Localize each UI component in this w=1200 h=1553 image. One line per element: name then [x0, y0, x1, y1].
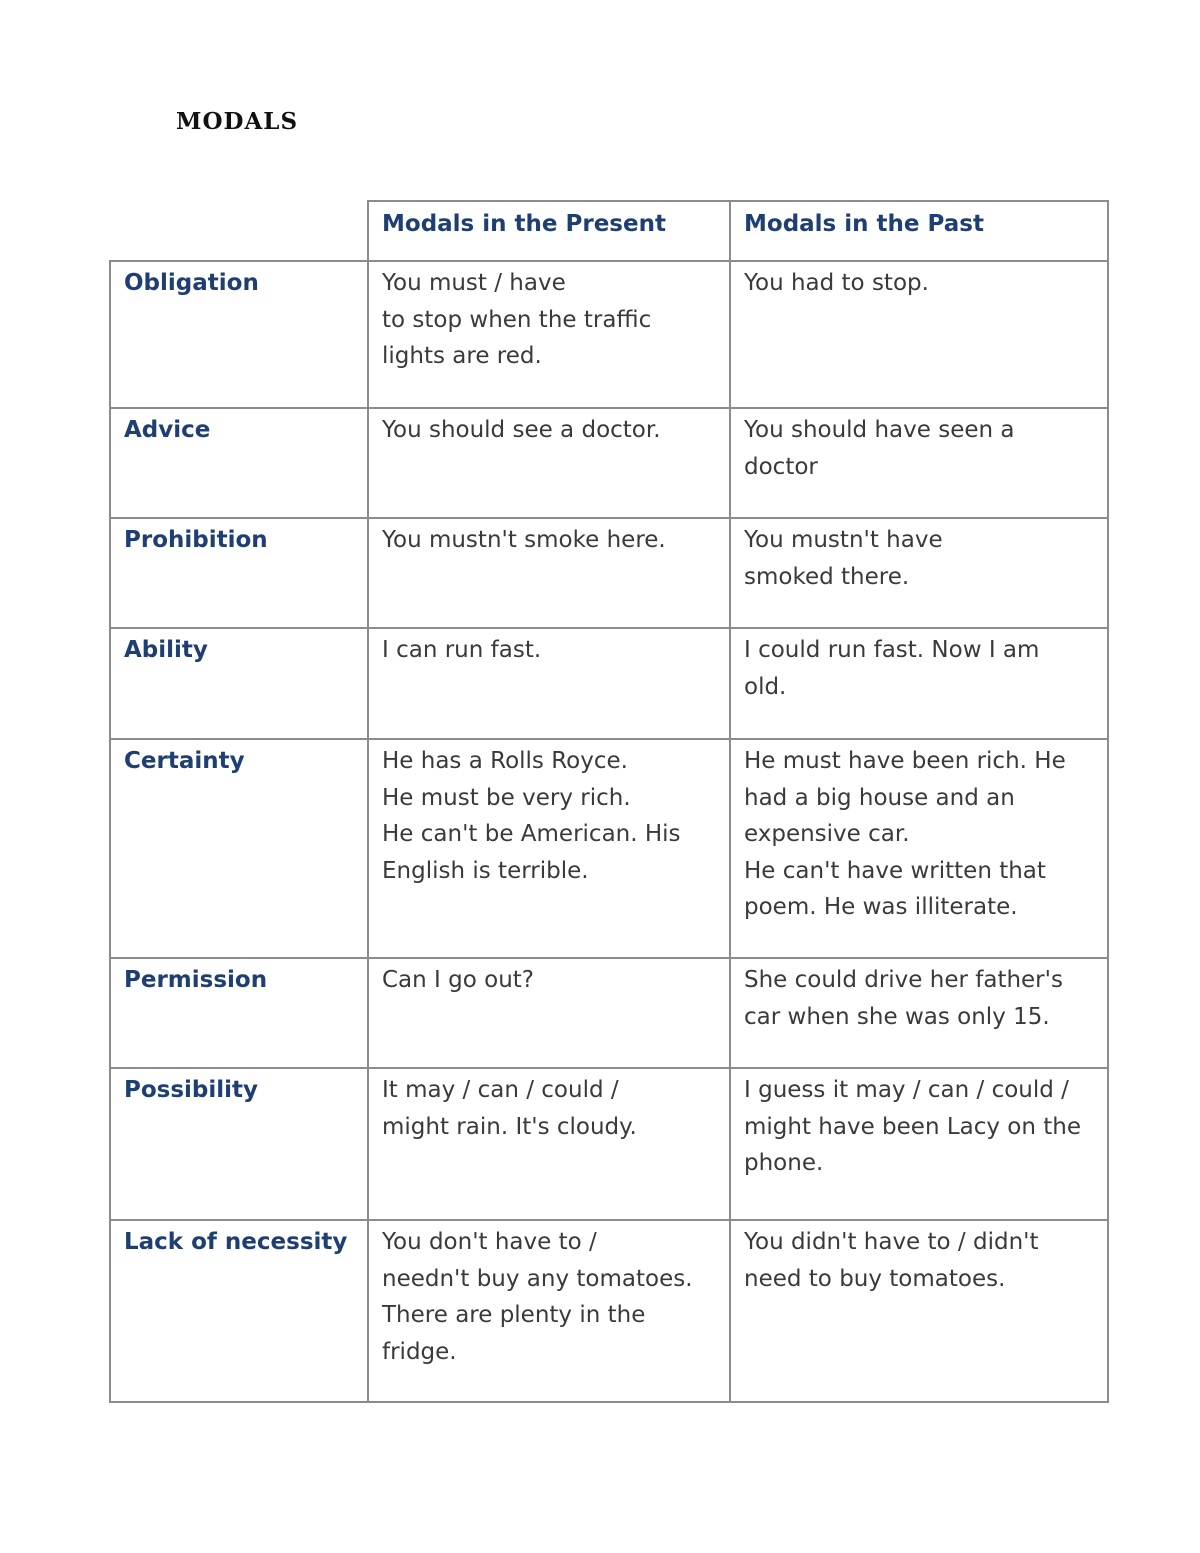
- present-example: I can run fast.: [368, 628, 730, 739]
- present-example: You should see a doctor.: [368, 408, 730, 518]
- table-row: [110, 1068, 1108, 1220]
- row-label: Ability: [110, 628, 368, 739]
- row-label: Lack of necessity: [110, 1220, 368, 1402]
- row-label: Certainty: [110, 739, 368, 958]
- row-label: Permission: [110, 958, 368, 1068]
- table-row: [110, 408, 1108, 518]
- table-row: [110, 958, 1108, 1068]
- past-example: I could run fast. Now I am old.: [730, 628, 1108, 739]
- table-row: [110, 1220, 1108, 1402]
- header-corner-cell: [110, 201, 368, 261]
- past-example: She could drive her father's car when she was only 15.: [730, 958, 1108, 1068]
- row-label: Advice: [110, 408, 368, 518]
- header-row: [110, 201, 1108, 261]
- present-example: You must / have to stop when the traffic lights are red.: [368, 261, 730, 408]
- present-example: You mustn't smoke here.: [368, 518, 730, 628]
- past-example: You should have seen a doctor: [730, 408, 1108, 518]
- table-row: [110, 518, 1108, 628]
- present-example: It may / can / could / might rain. It's cloudy.: [368, 1068, 730, 1220]
- past-example: You had to stop.: [730, 261, 1108, 408]
- modals-table: [109, 200, 1109, 1403]
- present-example: Can I go out?: [368, 958, 730, 1068]
- table-row: [110, 739, 1108, 958]
- header-present: Modals in the Present: [368, 201, 730, 261]
- row-label: Obligation: [110, 261, 368, 408]
- row-label: Prohibition: [110, 518, 368, 628]
- past-example: You didn't have to / didn't need to buy tomatoes.: [730, 1220, 1108, 1402]
- past-example: You mustn't have smoked there.: [730, 518, 1108, 628]
- past-example: He must have been rich. He had a big house and an expensive car. He can't have written that poem. He was illiterate.: [730, 739, 1108, 958]
- row-label: Possibility: [110, 1068, 368, 1220]
- table-row: [110, 628, 1108, 739]
- past-example: I guess it may / can / could / might have been Lacy on the phone.: [730, 1068, 1108, 1220]
- present-example: He has a Rolls Royce. He must be very rich. He can't be American. His English is terrible.: [368, 739, 730, 958]
- present-example: You don't have to / needn't buy any tomatoes. There are plenty in the fridge.: [368, 1220, 730, 1402]
- table-row: [110, 261, 1108, 408]
- header-past: Modals in the Past: [730, 201, 1108, 261]
- page-title: MODALS: [176, 108, 299, 135]
